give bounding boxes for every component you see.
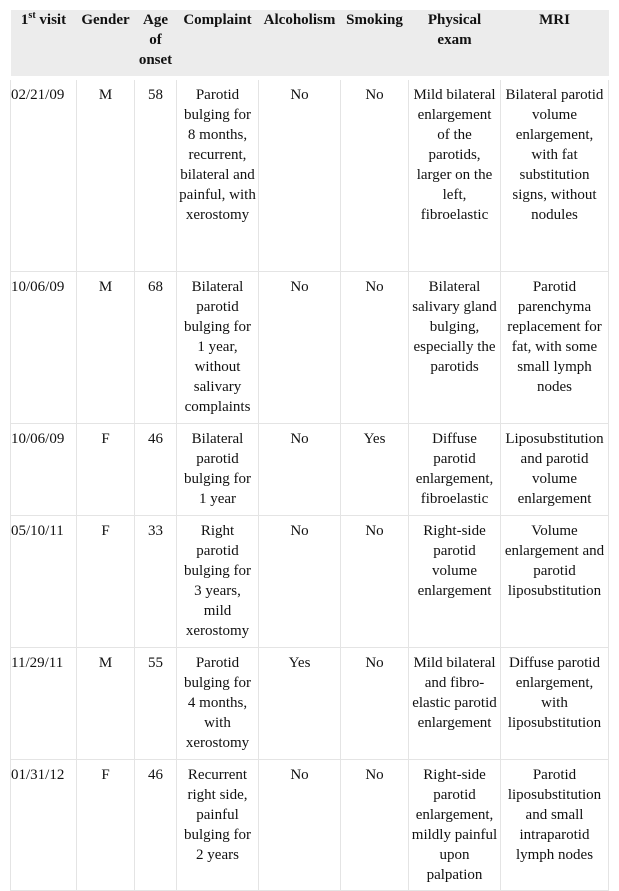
cell-complaint: Right parotid bulging for 3 years, mild xerostomy	[177, 516, 259, 648]
cell-complaint: Recurrent right side, painful bulging for 2 years	[177, 760, 259, 891]
cell-smoking: No	[341, 516, 409, 648]
header-mri: MRI	[501, 10, 609, 78]
cell-age: 33	[135, 516, 177, 648]
header-complaint: Complaint	[177, 10, 259, 78]
table-header-row	[11, 10, 609, 78]
cell-smoking: No	[341, 78, 409, 272]
cell-physical-exam: Diffuse parotid enlargement, fibroelastic	[409, 424, 501, 516]
cell-complaint: Parotid bulging for 8 months, recurrent, bilateral and painful, with xerostomy	[177, 78, 259, 272]
header-physical-exam: Physical exam	[409, 10, 501, 78]
cell-visit: 10/06/09	[11, 272, 77, 424]
cell-visit: 01/31/12	[11, 760, 77, 891]
cell-physical-exam: Right-side parotid volume enlargement	[409, 516, 501, 648]
table-row	[11, 648, 609, 760]
cell-mri: Liposubstitution and parotid volume enlargement	[501, 424, 609, 516]
cell-gender: F	[77, 424, 135, 516]
cell-gender: M	[77, 272, 135, 424]
patient-table	[10, 10, 609, 891]
cell-physical-exam: Bilateral salivary gland bulging, especially the parotids	[409, 272, 501, 424]
cell-mri: Diffuse parotid enlargement, with liposubstitution	[501, 648, 609, 760]
cell-alcoholism: No	[259, 272, 341, 424]
cell-age: 58	[135, 78, 177, 272]
header-smoking: Smoking	[341, 10, 409, 78]
cell-alcoholism: No	[259, 424, 341, 516]
cell-physical-exam: Right-side parotid enlargement, mildly painful upon palpation	[409, 760, 501, 891]
cell-smoking: No	[341, 272, 409, 424]
cell-age: 46	[135, 760, 177, 891]
cell-complaint: Bilateral parotid bulging for 1 year	[177, 424, 259, 516]
cell-age: 68	[135, 272, 177, 424]
cell-mri: Parotid parenchyma replacement for fat, with some small lymph nodes	[501, 272, 609, 424]
cell-gender: M	[77, 648, 135, 760]
cell-physical-exam: Mild bilateral enlargement of the parotids, larger on the left, fibroelastic	[409, 78, 501, 272]
cell-gender: M	[77, 78, 135, 272]
table-row	[11, 424, 609, 516]
cell-visit: 11/29/11	[11, 648, 77, 760]
header-gender: Gender	[77, 10, 135, 78]
cell-alcoholism: No	[259, 760, 341, 891]
cell-complaint: Parotid bulging for 4 months, with xerostomy	[177, 648, 259, 760]
header-age-of-onset: Age of onset	[135, 10, 177, 78]
cell-gender: F	[77, 516, 135, 648]
table-row	[11, 272, 609, 424]
table-row	[11, 78, 609, 272]
header-first-visit: 1st visit	[11, 10, 77, 78]
cell-age: 46	[135, 424, 177, 516]
cell-mri: Volume enlargement and parotid liposubstitution	[501, 516, 609, 648]
cell-physical-exam: Mild bilateral and fibro-elastic parotid enlargement	[409, 648, 501, 760]
header-alcoholism: Alcoholism	[259, 10, 341, 78]
table-row	[11, 760, 609, 891]
cell-gender: F	[77, 760, 135, 891]
cell-smoking: Yes	[341, 424, 409, 516]
cell-age: 55	[135, 648, 177, 760]
cell-complaint: Bilateral parotid bulging for 1 year, without salivary complaints	[177, 272, 259, 424]
cell-visit: 05/10/11	[11, 516, 77, 648]
cell-visit: 02/21/09	[11, 78, 77, 272]
cell-smoking: No	[341, 648, 409, 760]
cell-mri: Parotid liposubstitution and small intraparotid lymph nodes	[501, 760, 609, 891]
table-row	[11, 516, 609, 648]
cell-alcoholism: No	[259, 78, 341, 272]
patient-table-container	[10, 10, 609, 891]
cell-alcoholism: No	[259, 516, 341, 648]
cell-mri: Bilateral parotid volume enlargement, with fat substitution signs, without nodules	[501, 78, 609, 272]
cell-alcoholism: Yes	[259, 648, 341, 760]
cell-smoking: No	[341, 760, 409, 891]
cell-visit: 10/06/09	[11, 424, 77, 516]
